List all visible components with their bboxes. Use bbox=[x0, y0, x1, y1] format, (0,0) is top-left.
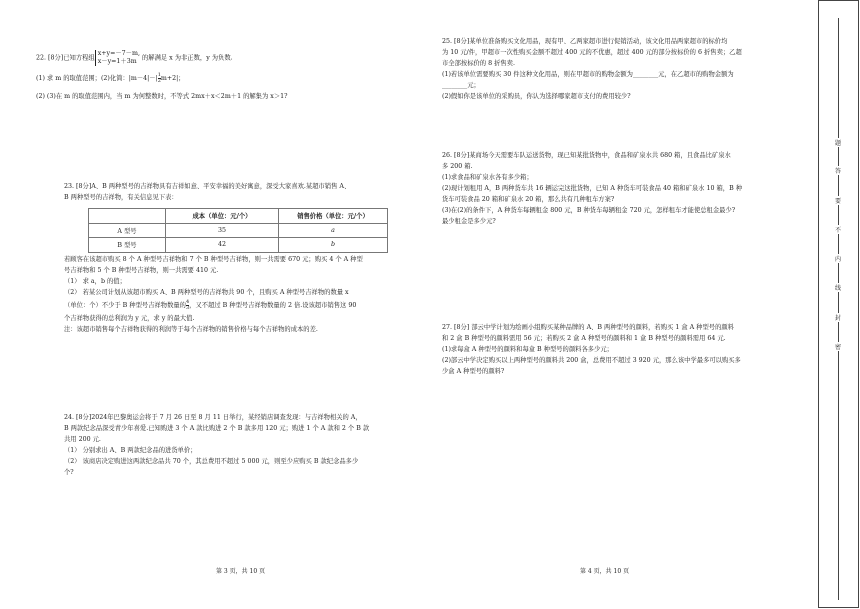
question-26 bbox=[442, 150, 742, 227]
question-23-body bbox=[64, 254, 363, 335]
q27-line: (2)部云中学决定购买以上两种型号的颜料共 200 盒，总费用不超过 3 920 元，那么该中学最多可以购买多 bbox=[442, 357, 741, 364]
q26-line: 货车可装食品 20 箱和矿泉水 20 箱，那么共有几种租车方案? bbox=[442, 196, 615, 203]
q27-line: 少盒 A 种型号的颜料? bbox=[442, 368, 505, 375]
q25-line: 25. [8分]某单位准备购买文化用品，现有甲、乙两家超市进行促销活动，该文化用品两家超市的标价均 bbox=[442, 38, 728, 45]
seal-char: 要 bbox=[832, 196, 844, 205]
page-footer-right: 第 4 页，共 10 页 bbox=[580, 568, 630, 575]
q26-line: (1)求食品和矿泉水各有多少箱； bbox=[442, 174, 533, 181]
table-header-cell: 成本（单位：元/个） bbox=[166, 209, 279, 224]
fraction: $\frac{1}{2}$ bbox=[157, 72, 161, 84]
table-cell: A 型号 bbox=[89, 223, 166, 238]
question-25 bbox=[442, 36, 742, 102]
seal-char: 答 bbox=[832, 166, 844, 175]
q25-line: 为 10 元/件，甲超市一次性购买金额不超过 400 元的不优惠，超过 400 元的部分按标价的 6 折售卖；乙超 bbox=[442, 49, 742, 56]
q26-line: 26. [8分]某商场今天需要车队运送货物，现已知某批货物中，食品和矿泉水共 680 箱，且食品比矿泉水 bbox=[442, 152, 731, 159]
q25-line: 市全部按标价的 8 折售卖. bbox=[442, 60, 515, 67]
question-24 bbox=[64, 412, 369, 478]
q27-line: 27. [8分] 部云中学计划为绘画小组购买某种品牌的 A、B 两种型号的颜料，若购买 1 盒 A 种型号的颜料 bbox=[442, 324, 734, 331]
question-27 bbox=[442, 322, 741, 377]
fraction: $\frac{4}{3}$ bbox=[185, 299, 190, 311]
seal-line bbox=[838, 18, 839, 600]
q23-line: 号吉祥物和 5 个 B 种型号吉祥物，则一共需要 410 元. bbox=[64, 267, 219, 274]
q24-line: （1） 分别求出 A、B 两款纪念品的进货单价； bbox=[64, 447, 197, 454]
q26-line: 最少租金是多少元? bbox=[442, 218, 496, 225]
q24-line: B 两款纪念品深受青少年喜爱.已知购进 3 个 A 款比购进 2 个 B 款多用 120 元；购进 1 个 A 款和 2 个 B 款 bbox=[64, 425, 370, 432]
table-row bbox=[89, 238, 388, 253]
equation-system: x+y=－7－m, x－y=1＋3m bbox=[95, 50, 140, 66]
q23-intro2: B 两种型号的吉祥物，有关信息见下表： bbox=[64, 194, 178, 201]
q26-line: (2)现计划租用 A，B 两种货车共 16 辆运完这批货物，已知 A 种货车可装食品 40 箱和矿泉水 10 箱，B 种 bbox=[442, 185, 743, 192]
page-footer-left: 第 3 页，共 10 页 bbox=[216, 568, 266, 575]
table-cell: a bbox=[279, 223, 388, 238]
q25-line: (2)假如你是该单位的采购员，你认为选择哪家超市支付的费用较少? bbox=[442, 93, 631, 100]
q23-line: （1） 求 a，b 的值； bbox=[64, 278, 126, 285]
q24-line: 24. [8分]2024年巴黎奥运会将于 7 月 26 日至 8 月 11 日举行，某经销店调查发现：与吉祥物相关的 A， bbox=[64, 414, 362, 421]
q25-line: (1)若该单位需要购买 30 件这种文化用品，则在甲超市的购物金额为________元，在乙超市的购物金额为 bbox=[442, 71, 734, 78]
q22-part2: (2) (3)在 m 的取值范围内，当 m 为何整数时，不等式 2mx＋x＜2m＋1 的解集为 x＞1? bbox=[36, 93, 288, 100]
seal-char: 密 bbox=[832, 342, 844, 351]
q24-line: 共用 200 元. bbox=[64, 436, 101, 443]
table-header-row bbox=[89, 209, 388, 224]
q23-line: （单位：个）不少于 B 种型号吉祥物数量的 $\frac{4}{3}$ ，又不超过 B 种型号吉祥物数量的 2 倍.设该超市销售这 90 bbox=[64, 299, 357, 311]
table-cell: 35 bbox=[166, 223, 279, 238]
q23-intro1: 23. [8分]A、B 两种型号的吉祥物具有吉祥如意、平安幸福的美好寓意，深受大家喜欢.某超市销售 A、 bbox=[64, 183, 351, 190]
q26-line: (3)在(2)的条件下，A 种货车每辆租金 800 元，B 种货车每辆租金 720 元，怎样租车才能使总租金最少? bbox=[442, 207, 736, 214]
price-table bbox=[88, 208, 388, 253]
q23-line: 注：该超市销售每个吉祥物获得的利润等于每个吉祥物的销售价格与每个吉祥物的成本的差. bbox=[64, 326, 318, 333]
table-cell: b bbox=[279, 238, 388, 253]
q25-line: ________元； bbox=[442, 82, 480, 89]
q27-line: 和 2 盒 B 种型号的颜料需用 56 元；若购买 2 盒 A 种型号的颜料和 1 盒 B 种型号的颜料需用 64 元. bbox=[442, 335, 726, 342]
seal-char: 不 bbox=[832, 225, 844, 234]
q24-line: （2） 该商店决定购进这两款纪念品共 70 个，其总费用不超过 5 000 元，则至少应购买 B 款纪念品多少 bbox=[64, 458, 359, 465]
table-cell: B 型号 bbox=[89, 238, 166, 253]
table-header-cell: 销售价格（单位：元/个） bbox=[279, 209, 388, 224]
table-header-cell bbox=[89, 209, 166, 224]
seal-char: 内 bbox=[832, 254, 844, 263]
table-cell: 42 bbox=[166, 238, 279, 253]
question-22 bbox=[36, 50, 288, 102]
q23-line: 若顾客在该超市购买 8 个 A 种型号吉祥物和 7 个 B 种型号吉祥物，则一共需要 670 元；购买 4 个 A 种型 bbox=[64, 256, 363, 263]
q22-line1: 22. [8分]已知方程组 x+y=－7－m, x－y=1＋3m 的解满足 x 为非正数，y 为负数. bbox=[36, 50, 233, 65]
q22-part1: (1) 求 m 的取值范围；(2)化简：|m－4|－| $\frac{1}{2}$ m+2|； bbox=[36, 72, 185, 84]
q24-line: 个? bbox=[64, 469, 74, 476]
seal-char: 封 bbox=[832, 313, 844, 322]
q27-line: (1)求每盒 A 种型号的颜料和每盒 B 种型号的颜料各多少元； bbox=[442, 346, 613, 353]
q23-line: 个吉祥物获得的总利润为 y 元，求 y 的最大值. bbox=[64, 315, 195, 322]
seal-char: 题 bbox=[832, 138, 844, 147]
seal-char: 线 bbox=[832, 283, 844, 292]
table-row bbox=[89, 223, 388, 238]
seal-line-sidebar bbox=[818, 0, 860, 609]
q26-line: 多 200 箱. bbox=[442, 163, 473, 170]
q23-line: （2） 若某公司计划从该超市购买 A、B 两种型号的吉祥物共 90 个，且购买 A 种型号吉祥物的数量 x bbox=[64, 289, 349, 296]
question-23 bbox=[64, 181, 350, 203]
